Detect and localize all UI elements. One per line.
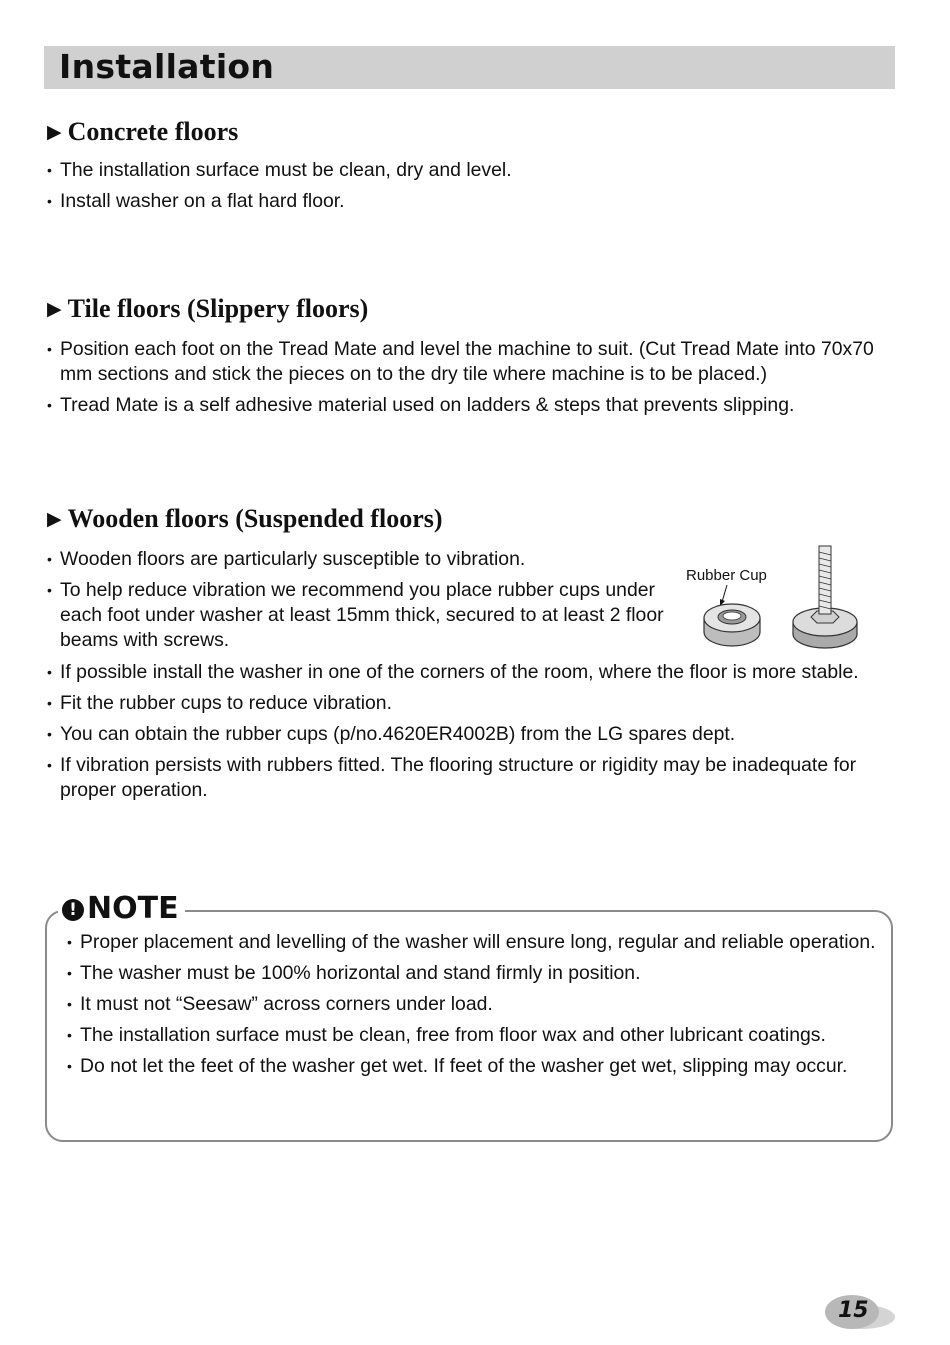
list-item: • The washer must be 100% horizontal and stand firmly in position. xyxy=(67,961,882,986)
list-item: • Wooden floors are particularly susceptible to vibration. xyxy=(47,547,667,572)
list-item: • Install washer on a flat hard floor. xyxy=(47,189,887,214)
list-item: • The installation surface must be clean, dry and level. xyxy=(47,158,887,183)
section-heading-tile xyxy=(47,294,368,324)
leader-line xyxy=(722,585,727,602)
concrete-bullet-list xyxy=(47,158,887,220)
wooden-bullet-list-bottom xyxy=(47,660,892,809)
note-label-text: NOTE xyxy=(87,891,179,926)
list-item: • If possible install the washer in one of the corners of the room, where the floor is more stable. xyxy=(47,660,892,685)
triangle-bullet-icon: ▶ xyxy=(47,299,62,320)
wooden-bullet-list-top xyxy=(47,547,667,659)
list-item: • If vibration persists with rubbers fitted. The flooring structure or rigidity may be inadequate for proper operation. xyxy=(47,753,892,803)
triangle-bullet-icon: ▶ xyxy=(47,509,62,530)
title-bar xyxy=(44,46,895,89)
section-heading-wooden xyxy=(47,504,443,534)
list-item: • Do not let the feet of the washer get wet. If feet of the washer get wet, slipping may occur. xyxy=(67,1054,882,1079)
list-item: • Fit the rubber cups to reduce vibration. xyxy=(47,691,892,716)
exclamation-icon: ! xyxy=(62,899,84,921)
note-label xyxy=(58,890,185,928)
figure-caption: Rubber Cup xyxy=(686,567,767,584)
section-heading-text: Concrete floors xyxy=(67,117,239,146)
list-item: • You can obtain the rubber cups (p/no.4620ER4002B) from the LG spares dept. xyxy=(47,722,892,747)
list-item: • To help reduce vibration we recommend you place rubber cups under each foot under washer at least 15mm thick, secured to at least 2 floor beams with screws. xyxy=(47,578,667,653)
tile-bullet-list xyxy=(47,337,892,424)
note-bullet-list xyxy=(67,930,882,1085)
page-number-badge xyxy=(822,1292,896,1332)
section-heading-text: Tile floors (Slippery floors) xyxy=(67,294,369,323)
triangle-bullet-icon: ▶ xyxy=(47,122,62,143)
rubber-cup-illustration xyxy=(680,540,870,660)
list-item: • Tread Mate is a self adhesive material used on ladders & steps that prevents slipping. xyxy=(47,393,892,418)
page-title: Installation xyxy=(59,47,275,86)
leveling-foot-icon xyxy=(793,546,857,648)
list-item: • The installation surface must be clean, free from floor wax and other lubricant coatings. xyxy=(67,1023,882,1048)
section-heading-concrete xyxy=(47,117,238,147)
page-number: 15 xyxy=(838,1298,869,1323)
list-item: • Position each foot on the Tread Mate and level the machine to suit. (Cut Tread Mate into 70x70 mm sections and stick the pieces on to the dry tile where machine is to be placed.) xyxy=(47,337,892,387)
list-item: • It must not “Seesaw” across corners under load. xyxy=(67,992,882,1017)
list-item: • Proper placement and levelling of the washer will ensure long, regular and reliable operation. xyxy=(67,930,882,955)
rubber-cup-icon xyxy=(704,604,760,646)
section-heading-text: Wooden floors (Suspended floors) xyxy=(67,504,443,533)
